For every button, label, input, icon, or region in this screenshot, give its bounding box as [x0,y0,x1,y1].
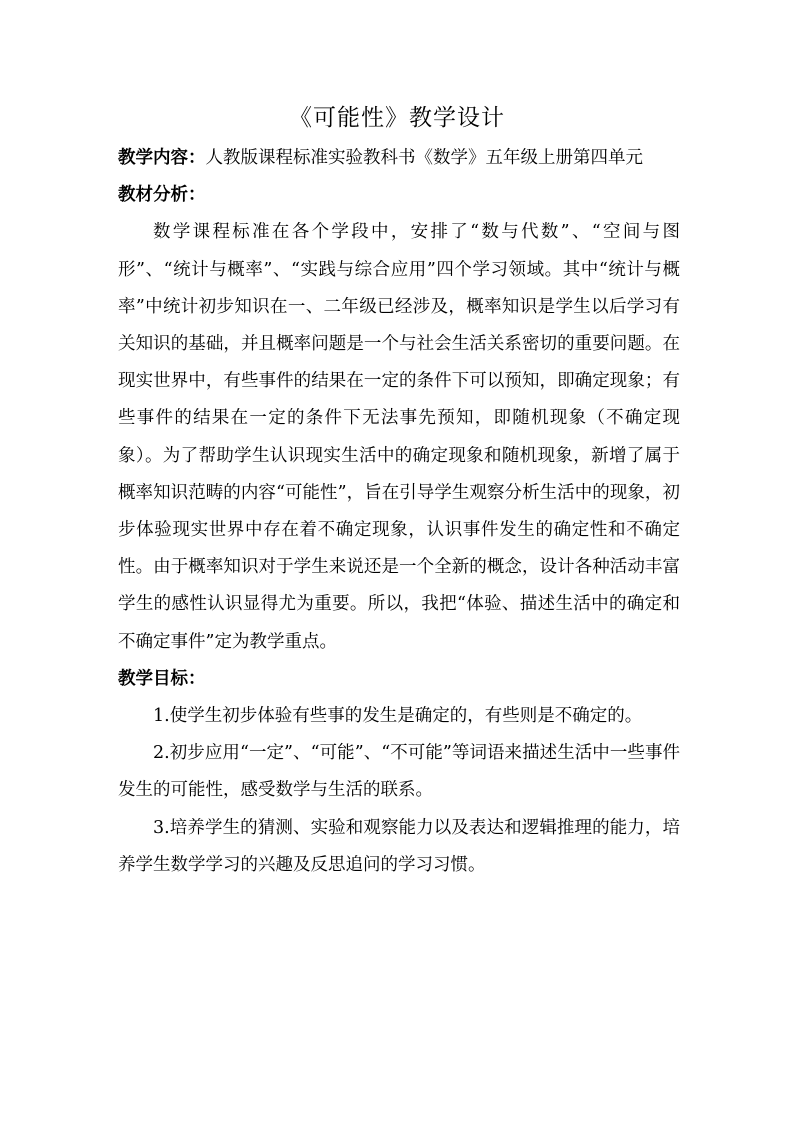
teaching-goal-item-1: 1.使学生初步体验有些事的发生是确定的，有些则是不确定的。 [153,706,643,727]
textbook-analysis-heading: 教材分析： [118,185,206,206]
teaching-goal-item-2: 2.初步应用“一定”、“可能”、“不可能”等词语来描述生活中一些事件发生的可能性，感受数学与生活的联系。 [118,743,680,801]
teaching-content-heading: 教学内容： [118,148,206,168]
document-title: 《可能性》教学设计 [289,105,505,131]
teaching-content-text: 人教版课程标准实验教科书《数学》五年级上册第四单元 [205,148,643,168]
teaching-content-paragraph [118,140,680,177]
teaching-goal-item-3: 3.培养学生的猜测、实验和观察能力以及表达和逻辑推理的能力，培养学生数学学习的兴趣及反思追问的学习习惯。 [118,817,680,875]
document-body [118,140,680,884]
textbook-analysis-paragraph: 数学课程标准在各个学段中，安排了“数与代数”、“空间与图形”、“统计与概率”、“实践与综合应用”四个学习领域。其中“统计与概率”中统计初步知识在一、二年级已经涉及，概率知识是学生以后学习有关知识的基础，并且概率问题是一个与社会生活关系密切的重要问题。在现实世界中，有些事件的结果在一定的条件下可以预知，即确定现象；有些事件的结果在一定的条件下无法事先预知，即随机现象（不确定现象）。为了帮助学生认识现实生活中的确定现象和随机现象，新增了属于概率知识范畴的内容“可能性”，旨在引导学生观察分析生活中的现象，初步体验现实世界中存在着不确定现象，认识事件发生的确定性和不确定性。由于概率知识对于学生来说还是一个全新的概念，设计各种活动丰富学生的感性认识显得尤为重要。所以，我把“体验、描述生活中的确定和不确定事件”定为教学重点。 [118,222,680,652]
teaching-goals-heading: 教学目标： [118,668,206,689]
